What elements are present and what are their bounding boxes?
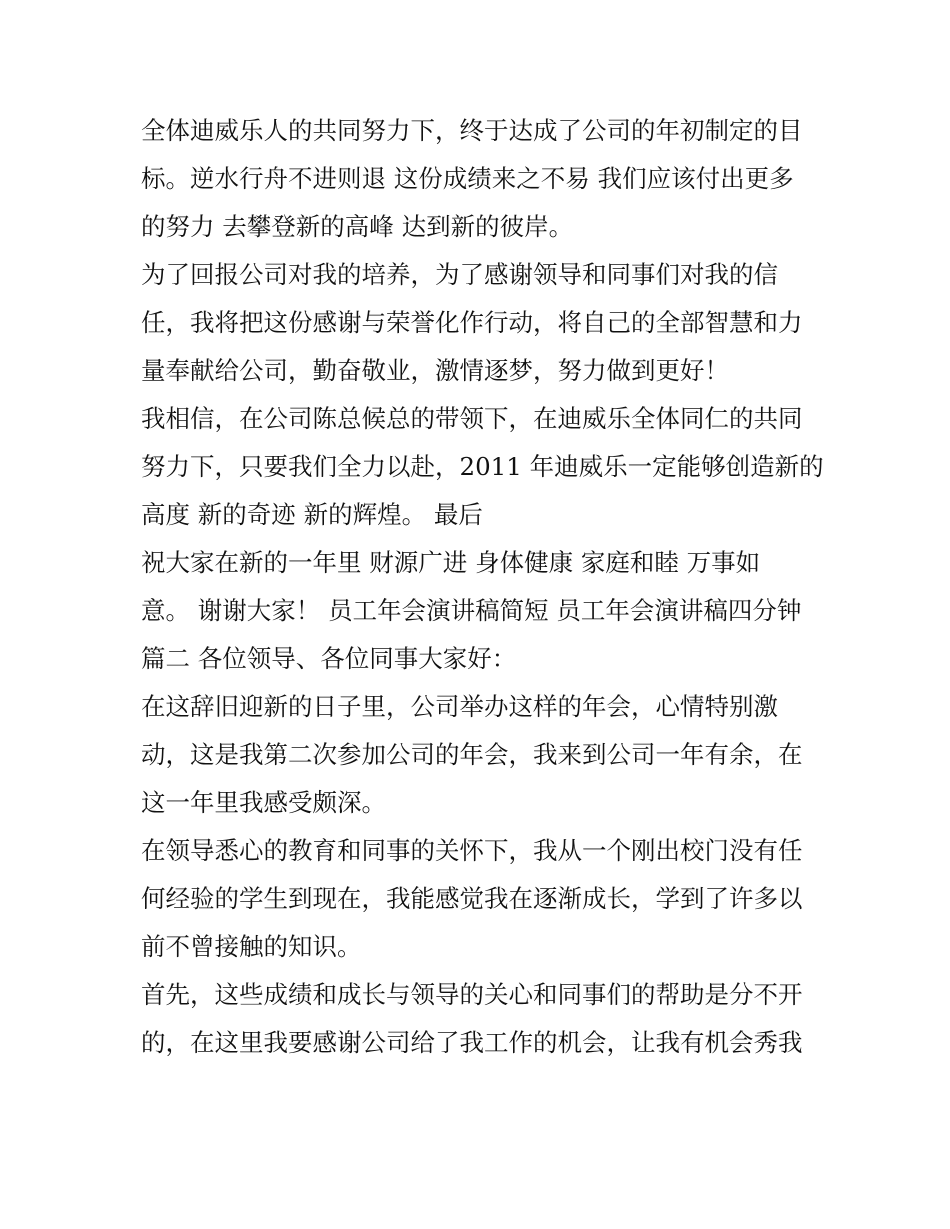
text-line: 的努力 去攀登新的高峰 达到新的彼岸。: [141, 212, 574, 241]
text-line: 前不曾接触的知识。: [141, 932, 362, 961]
text-line: 全体迪威乐人的共同努力下，终于达成了公司的年初制定的目: [141, 116, 803, 145]
text-line: 的，在这里我要感谢公司给了我工作的机会，让我有机会秀我: [141, 1028, 803, 1057]
text-line: 首先，这些成绩和成长与领导的关心和同事们的帮助是分不开: [141, 980, 803, 1009]
text-line: 为了回报公司对我的培养，为了感谢领导和同事们对我的信: [141, 260, 778, 289]
text-line: 任，我将把这份感谢与荣誉化作行动，将自己的全部智慧和力: [141, 308, 803, 337]
text-line: 何经验的学生到现在，我能感觉我在逐渐成长，学到了许多以: [141, 884, 803, 913]
document-body: [141, 107, 824, 1067]
text-line: 高度 新的奇迹 新的辉煌。 最后: [141, 500, 483, 529]
text-line: 标。逆水行舟不进则退 这份成绩来之不易 我们应该付出更多: [141, 164, 794, 193]
text-line: 这一年里我感受颇深。: [141, 788, 386, 817]
text-line: 动，这是我第二次参加公司的年会，我来到公司一年有余，在: [141, 740, 803, 769]
text-line: 在这辞旧迎新的日子里，公司举办这样的年会，心情特别激: [141, 692, 778, 721]
text-line: 意。 谢谢大家！ 员工年会演讲稿简短 员工年会演讲稿四分钟: [141, 596, 802, 625]
text-line: 努力下，只要我们全力以赴，2011 年迪威乐一定能够创造新的: [141, 452, 824, 481]
text-line: 我相信，在公司陈总候总的带领下，在迪威乐全体同仁的共同: [141, 404, 803, 433]
text-line: 在领导悉心的教育和同事的关怀下，我从一个刚出校门没有任: [141, 836, 803, 865]
text-line: 量奉献给公司，勤奋敬业，激情逐梦，努力做到更好！: [141, 356, 729, 385]
text-line: 祝大家在新的一年里 财源广进 身体健康 家庭和睦 万事如: [141, 548, 761, 577]
text-line: 篇二 各位领导、各位同事大家好：: [141, 644, 517, 673]
